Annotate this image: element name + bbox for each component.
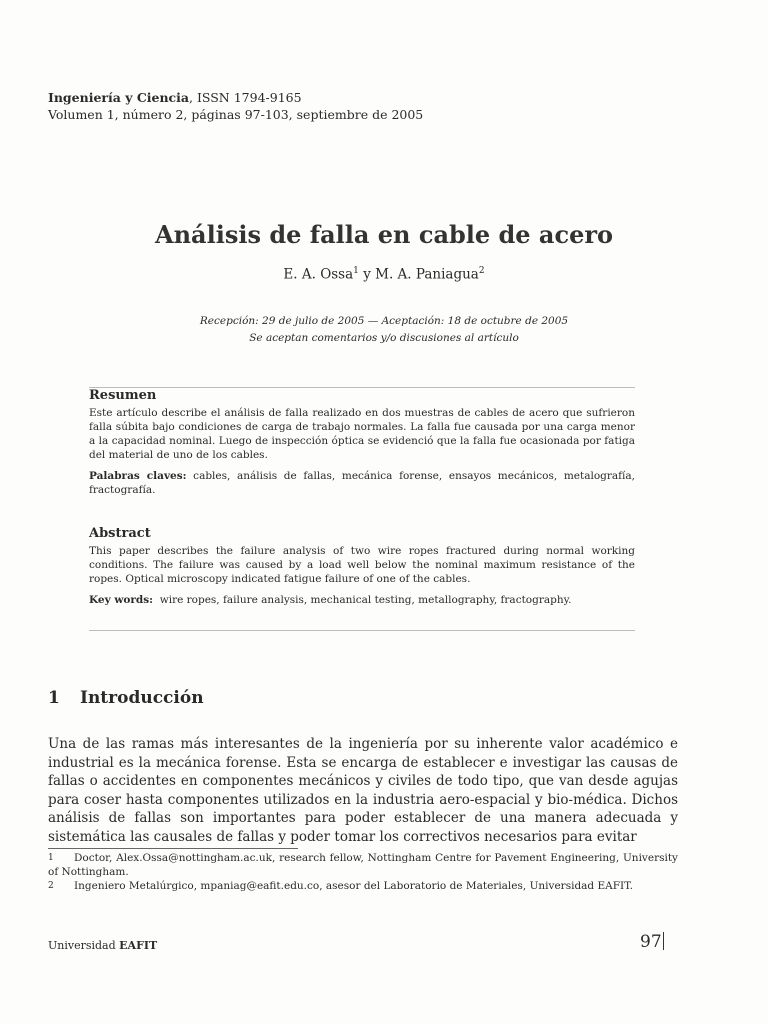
- key-words-text: wire ropes, failure analysis, mechanical testing, metallography, fractography.: [153, 594, 572, 606]
- footer-institution: [48, 939, 157, 952]
- journal-name: Ingeniería y Ciencia: [48, 90, 190, 105]
- comments-note: Se aceptan comentarios y/o discusiones al artículo: [249, 332, 519, 344]
- palabras-claves-text: cables, análisis de fallas, mecánica forense, ensayos mecánicos, metalografía, fractografía.: [89, 470, 635, 496]
- resumen-block: [89, 389, 635, 497]
- abstract-heading: Abstract: [89, 526, 151, 541]
- divider-bottom: [89, 630, 635, 631]
- palabras-claves-label: Palabras claves:: [89, 470, 187, 482]
- resumen-heading: Resumen: [89, 388, 157, 403]
- page-number-bar: [663, 932, 664, 950]
- page-number: [640, 932, 664, 952]
- introduction-paragraph: Una de las ramas más interesantes de la ingeniería por su inherente valor académico e industrial es la mecánica forense. Esta se encarga de establecer e investigar las causas de fallas o accidentes en componentes mecánicos y civiles de todo tipo, que van desde agujas para coser hasta componentes utilizados en la industria aero-espacial y bio-médica. Dichos análisis de fallas son importantes para poder establecer de una manera adecuada y sistemática las causales de fallas y poder tomar los correctivos necesarios para evitar: [48, 736, 678, 845]
- key-words: [89, 593, 635, 607]
- article-title: Análisis de falla en cable de acero: [154, 220, 614, 249]
- section-heading: [48, 688, 204, 708]
- footer-university: Universidad: [48, 939, 120, 952]
- author-separator: y: [358, 266, 376, 283]
- key-words-label: Key words:: [89, 594, 154, 606]
- footnote-1: [48, 852, 678, 879]
- footnote-1-number: 1: [48, 853, 54, 863]
- article-authors: [0, 266, 768, 283]
- footnotes: [48, 852, 678, 895]
- divider-top: [89, 387, 635, 388]
- article-dates: [0, 313, 768, 347]
- footnote-2: [48, 880, 678, 894]
- author-1-footnote-mark: 1: [353, 266, 359, 276]
- author-1: E. A. Ossa: [283, 266, 354, 283]
- author-2-footnote-mark: 2: [478, 266, 485, 276]
- footer-eafit: EAFIT: [119, 939, 158, 952]
- journal-header: [48, 89, 423, 123]
- reception-acceptance-dates: Recepción: 29 de julio de 2005 — Aceptación: 18 de octubre de 2005: [199, 315, 569, 327]
- footnote-rule: [48, 848, 298, 849]
- section-number: 1: [48, 688, 60, 708]
- journal-issn: , ISSN 1794-9165: [189, 90, 302, 105]
- journal-volume: Volumen 1, número 2, páginas 97-103, septiembre de 2005: [48, 107, 424, 122]
- author-2: M. A. Paniagua: [375, 266, 479, 283]
- footnote-1-text: Doctor, Alex.Ossa@nottingham.ac.uk, research fellow, Nottingham Centre for Pavement Engineering, University of Nottingham.: [48, 852, 678, 878]
- footnote-2-text: Ingeniero Metalúrgico, mpaniag@eafit.edu.co, asesor del Laboratorio de Materiales, Universidad EAFIT.: [74, 880, 633, 892]
- palabras-claves: [89, 469, 635, 497]
- page-number-value: 97: [640, 932, 662, 952]
- abstract-text: This paper describes the failure analysis of two wire ropes fractured during normal working conditions. The failure was caused by a load well below the nominal maximum resistance of the ropes. Optical microscopy indicated fatigue failure of one of the cables.: [89, 545, 635, 585]
- resumen-text: Este artículo describe el análisis de falla realizado en dos muestras de cables de acero que sufrieron falla súbita bajo condiciones de carga de trabajo normales. La falla fue causada por una carga menor a la capacidad nominal. Luego de inspección óptica se evidenció que la falla fue ocasionada por fatiga del material de uno de los cables.: [89, 407, 635, 461]
- journal-line: [48, 89, 423, 106]
- section-title: Introducción: [80, 688, 204, 708]
- footnote-2-number: 2: [48, 881, 54, 891]
- abstract-block: [89, 527, 635, 607]
